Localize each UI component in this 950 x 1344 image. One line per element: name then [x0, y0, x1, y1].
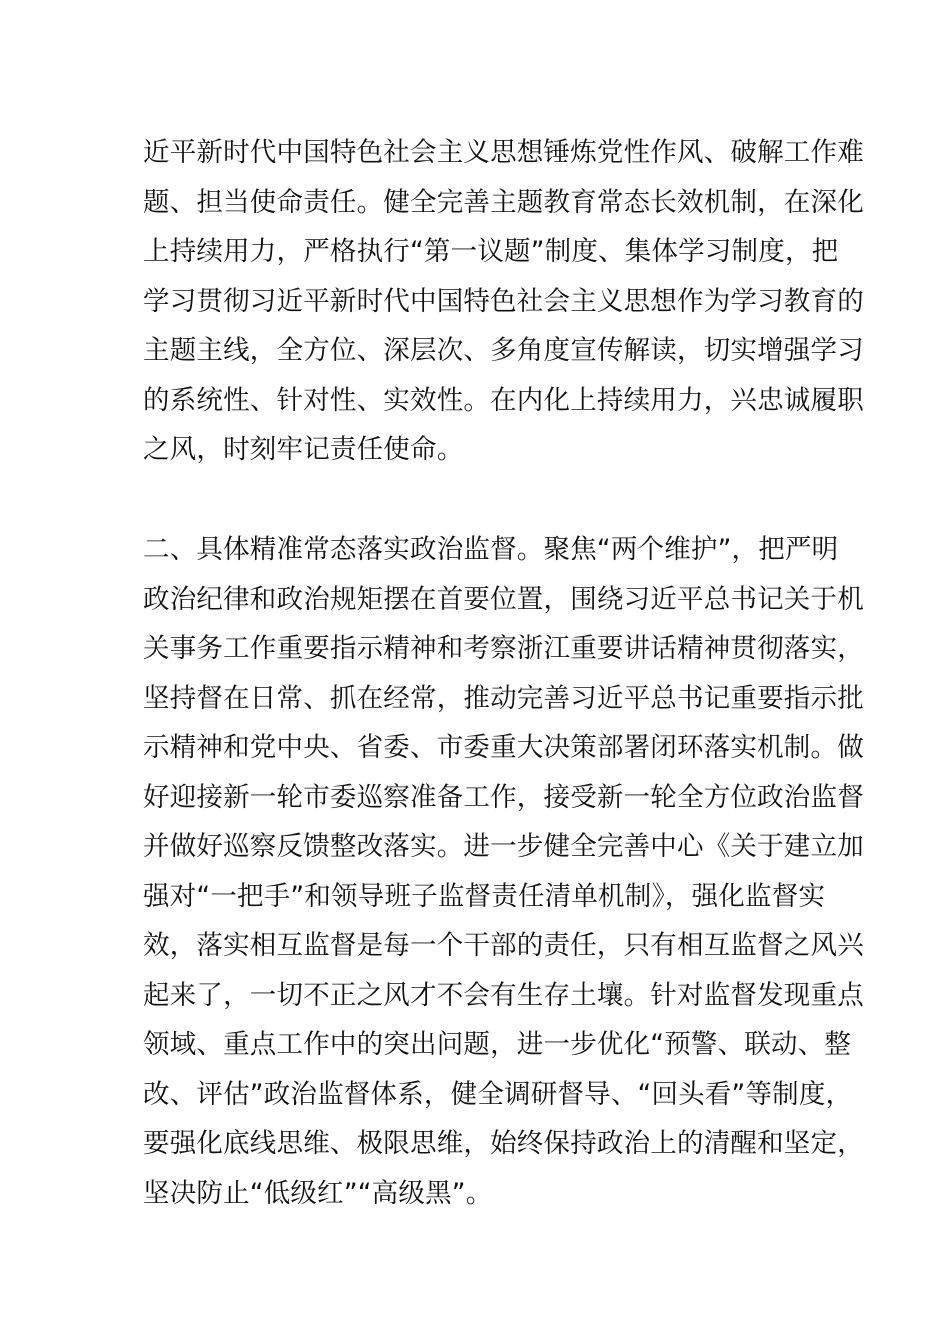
paragraph-2: [143, 525, 864, 1218]
text-line: 近平新时代中国特色社会主义思想锤炼党性作风、破解工作难: [143, 137, 864, 168]
text-line: 二、具体精准常态落实政治监督。聚焦“两个维护”，把严明: [143, 534, 839, 565]
text-line: 的系统性、针对性、实效性。在内化上持续用力，兴忠诚履职: [143, 384, 864, 416]
text-line: 示精神和党中央、省委、市委重大决策部署闭环落实机制。做: [143, 732, 864, 763]
text-line: 主题主线，全方位、深层次、多角度宣传解读，切实增强学习: [143, 335, 864, 366]
text-line: 上持续用力，严格执行“第一议题”制度、集体学习制度，把: [143, 236, 839, 267]
text-line: 坚持督在日常、抓在经常，推动完善习近平总书记重要指示批: [143, 682, 864, 714]
text-line: 并做好巡察反馈整改落实。进一步健全完善中心《关于建立加: [143, 831, 864, 862]
text-line: 政治纪律和政治规矩摆在首要位置，围绕习近平总书记关于机: [143, 583, 864, 615]
text-line: 关事务工作重要指示精神和考察浙江重要讲话精神贯彻落实，: [143, 633, 864, 664]
text-line: 好迎接新一轮市委巡察准备工作，接受新一轮全方位政治监督: [143, 781, 864, 813]
text-line: 强对“一把手”和领导班子监督责任清单机制》，强化监督实: [143, 880, 826, 912]
text-line: 之风，时刻牢记责任使命。: [143, 434, 464, 465]
text-line: 改、评估”政治监督体系，健全调研督导、“回头看”等制度，: [143, 1078, 853, 1110]
text-line: 效，落实相互监督是每一个干部的责任，只有相互监督之风兴: [143, 930, 864, 961]
text-line: 要强化底线思维、极限思维，始终保持政治上的清醒和坚定，: [143, 1128, 864, 1159]
text-line: 坚决防止“低级红”“高级黑”。: [143, 1177, 493, 1209]
text-line: 领域、重点工作中的突出问题，进一步优化“预警、联动、整: [143, 1029, 852, 1060]
text-line: 题、担当使命责任。健全完善主题教育常态长效机制，在深化: [143, 186, 864, 218]
text-line: 起来了，一切不正之风才不会有生存土壤。针对监督发现重点: [143, 979, 864, 1011]
paragraph-1: [143, 128, 864, 475]
text-line: 学习贯彻习近平新时代中国特色社会主义思想作为学习教育的: [143, 285, 864, 317]
